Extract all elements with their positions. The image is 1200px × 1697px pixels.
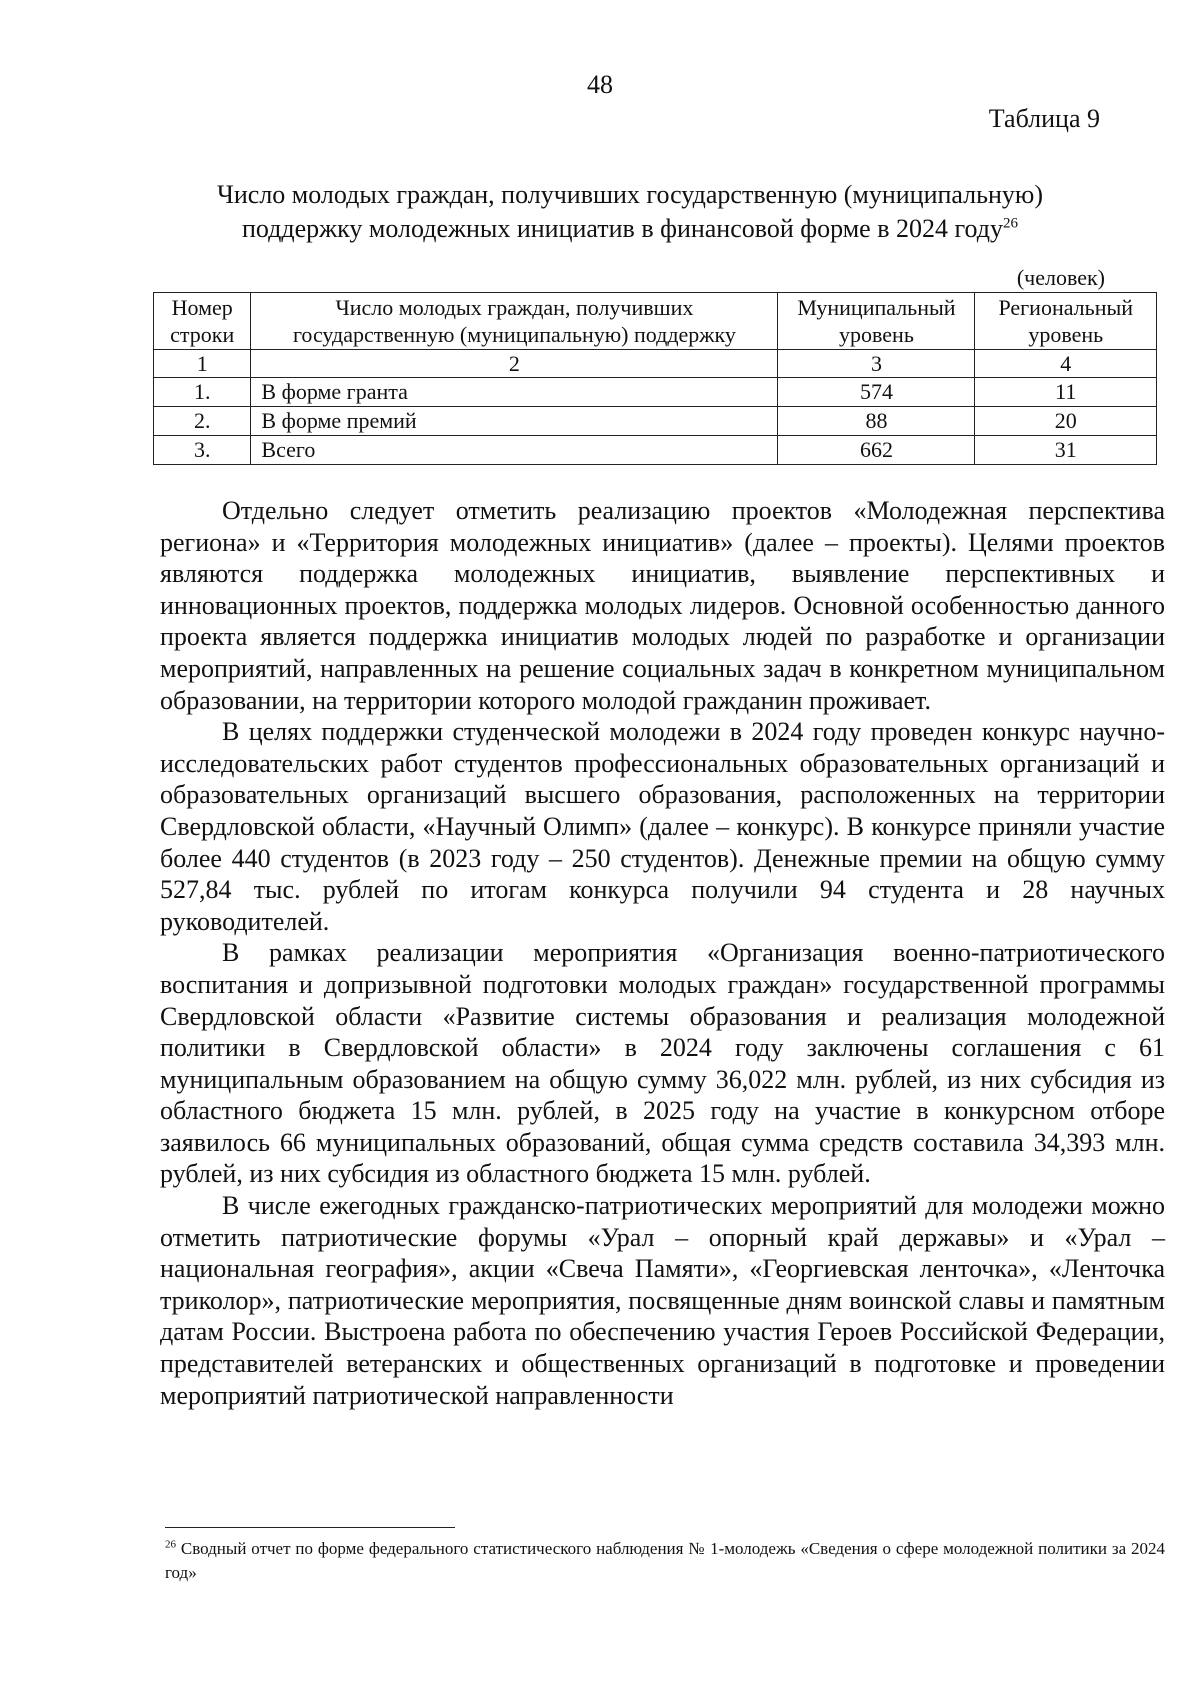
column-number: 3	[778, 350, 975, 378]
regional-value: 11	[975, 378, 1157, 407]
header-row-number: Номер строки	[154, 293, 251, 350]
table-units: (человек)	[1016, 265, 1105, 290]
data-table	[153, 292, 1157, 465]
page-number: 48	[587, 70, 613, 99]
municipal-value: 662	[778, 436, 975, 465]
paragraph: В целях поддержки студенческой молодежи в 2024 году проведен конкурс научно-исследовательских работ студентов профессиональных образовательных организаций и образовательных организаций высшего образования, расположенных на территории Свердловской области, «Научный Олимп» (далее – конкурс). В конкурсе приняли участие более 440 студентов (в 2023 году – 250 студентов). Денежные премии на общую сумму 527,84 тыс. рублей по итогам конкурса получили 94 студента и 28 научных руководителей.	[160, 717, 1165, 936]
regional-value: 20	[975, 407, 1157, 436]
table-row	[154, 378, 1157, 407]
paragraph: Отдельно следует отметить реализацию проектов «Молодежная перспектива региона» и «Территория молодежных инициатив» (далее – проекты). Целями проектов являются поддержка молодежных инициатив, выявление перспективных и инновационных проектов, поддержка молодых лидеров. Основной особенностью данного проекта является поддержка инициатив молодых людей по разработке и организации мероприятий, направленных на решение социальных задач в конкретном муниципальном образовании, на территории которого молодой гражданин проживает.	[160, 496, 1165, 715]
row-number: 1.	[154, 378, 251, 407]
table-row	[154, 436, 1157, 465]
table-title-line-1: Число молодых граждан, получивших государственную (муниципальную)	[216, 180, 1044, 209]
table-row	[154, 407, 1157, 436]
column-number-row	[154, 350, 1157, 378]
paragraph: В рамках реализации мероприятия «Организация военно-патриотического воспитания и допризывной подготовки молодых граждан» государственной программы Свердловской области «Развитие системы образования и реализация молодежной политики в Свердловской области» в 2024 году заключены соглашения с 61 муниципальным образованием на общую сумму 36,022 млн. рублей, из них субсидия из областного бюджета 15 млн. рублей, в 2025 году на участие в конкурсном отборе заявилось 66 муниципальных образований, общая сумма средств составила 34,393 млн. рублей, из них субсидия из областного бюджета 15 млн. рублей.	[160, 938, 1165, 1189]
footnote-mark: 26	[165, 1538, 176, 1551]
column-number: 2	[251, 350, 778, 378]
table-title-line-2	[150, 212, 1110, 246]
row-label: Всего	[251, 436, 778, 465]
header-municipal-level: Муниципальный уровень	[778, 293, 975, 350]
header-regional-level: Региональный уровень	[975, 293, 1157, 350]
footnote-text: Сводный отчет по форме федерального статистического наблюдения № 1-молодежь «Сведения о сфере молодежной политики за 2024 год»	[165, 1539, 1166, 1582]
table-title-line-2-text: поддержку молодежных инициатив в финансовой форме в 2024 году	[241, 214, 1003, 243]
footnote-separator	[165, 1527, 455, 1528]
municipal-value: 88	[778, 407, 975, 436]
regional-value: 31	[975, 436, 1157, 465]
column-number: 1	[154, 350, 251, 378]
municipal-value: 574	[778, 378, 975, 407]
row-number: 2.	[154, 407, 251, 436]
row-number: 3.	[154, 436, 251, 465]
header-description: Число молодых граждан, получивших государственную (муниципальную) поддержку	[251, 293, 778, 350]
row-label: В форме гранта	[251, 378, 778, 407]
table-header-row	[154, 293, 1157, 350]
body-text	[160, 495, 1165, 1411]
footnote	[165, 1537, 1165, 1585]
paragraph: В числе ежегодных гражданско-патриотических мероприятий для молодежи можно отметить патриотические форумы «Урал – опорный край державы» и «Урал – национальная география», акции «Свеча Памяти», «Георгиевская ленточка», «Ленточка триколор», патриотические мероприятия, посвященные дням воинской славы и памятным датам России. Выстроена работа по обеспечению участия Героев Российской Федерации, представителей ветеранских и общественных организаций в подготовке и проведении мероприятий патриотической направленности	[160, 1191, 1165, 1410]
column-number: 4	[975, 350, 1157, 378]
footnote-reference: 26	[1003, 215, 1018, 232]
table-label: Таблица 9	[988, 104, 1100, 133]
table-title	[150, 178, 1110, 246]
row-label: В форме премий	[251, 407, 778, 436]
